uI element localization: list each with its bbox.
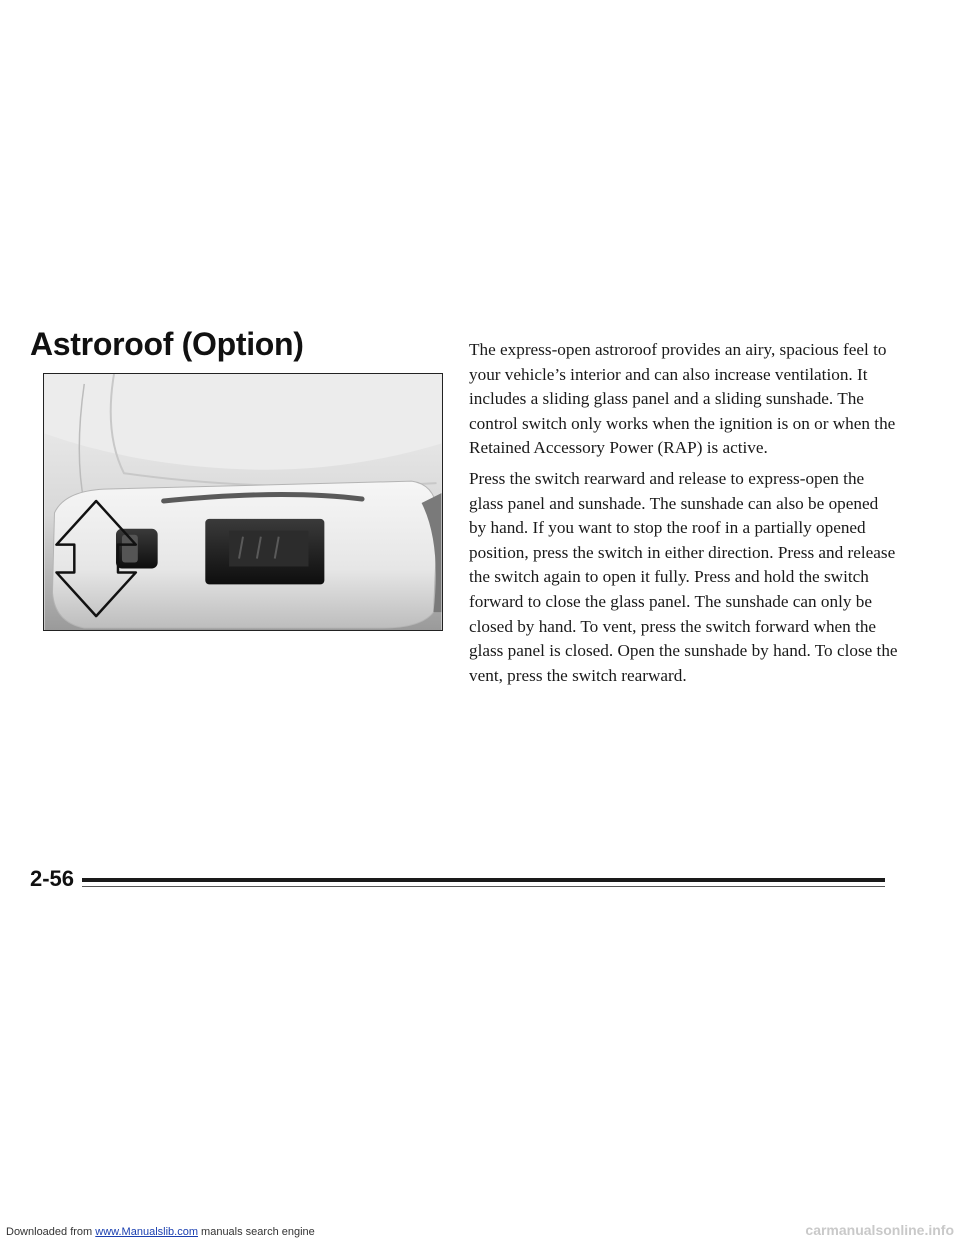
paragraph-operation: Press the switch rearward and release to express-open the glass panel and sunshade. The sunshade can also be opened by hand. If you want to stop the roof in a partially opened position, press the switch in either direction. Press and release the switch again to open it fully. Press and hold the switch forward to close the glass panel. The sunshade can only be closed by hand. To vent, press the switch forward when the glass panel is closed. Open the sunshade by hand. To close the vent, press the switch rearward. — [469, 468, 898, 685]
manualslib-link[interactable]: www.Manualslib.com — [95, 1226, 198, 1238]
body-text — [469, 338, 899, 694]
astroroof-switch-icon — [44, 374, 442, 630]
download-note — [6, 1226, 315, 1238]
download-prefix: Downloaded from — [6, 1226, 96, 1238]
footer-rule-thin — [82, 886, 885, 887]
download-suffix: manuals search engine — [197, 1226, 315, 1238]
page-number: 2-56 — [30, 866, 75, 891]
watermark: carmanualsonline.info — [805, 1222, 954, 1238]
section-title: Astroroof (Option) — [30, 326, 304, 362]
paragraph-intro: The express-open astroroof provides an airy, spacious feel to your vehicle’s interior and can also increase ventilation. It includes a sliding glass panel and a sliding sunshade. The control switch only works when the ignition is on or when the Retained Accessory Power (RAP) is active. — [469, 340, 896, 458]
page-footer — [30, 860, 885, 900]
astroroof-switch-figure — [43, 373, 443, 631]
footer-rule — [82, 878, 885, 882]
